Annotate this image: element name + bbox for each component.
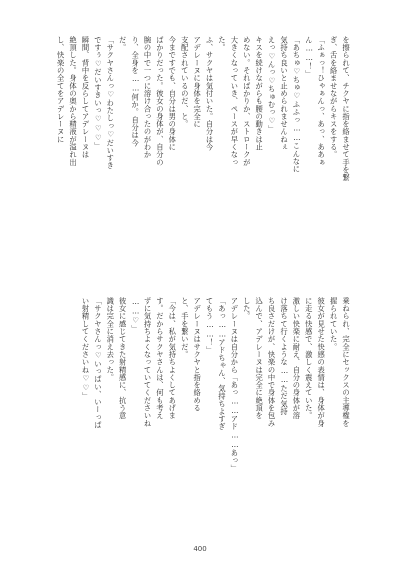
page-number: 400 bbox=[193, 545, 207, 553]
lower-text-block: 乗ねられ、完全にセックスの主導権を 握られていた。 彼女が見せた快感の表情は、身体が身 に走る快感で、激しく震えていた。 激しい快楽に耐え、自分の身体が溶 け落ちて行くような……ただ気持 ち良さだけが、快楽の中で身体を包み 込んで、アデレーヌは完全に絶頂を した。 アデレーヌは自分から「あっ……アド……あっ」 「あっ……アドちゃん、気持ちよすぎ てもう……！」 アデレーヌはサクヤと指を絡める と、手を繋いだ。 「今は、私が気持ちよくしてあげま す。だからサクヤさんは、何も考え ずに気持ちよくなっていてくださいね ……♡」 彼女に感じてきた射精感に、抗う意 識は完全に消え去った。 「サクヤさんっ♡いっぱい、いーっぱ い射精してくださいね♡♡」 bbox=[81, 297, 351, 473]
upper-text-block: を擦られて、チクヤに指を絡ませて手を繋 ぎ、舌を絡ませながらキスをする。 「ふぁっ！ひゃぁんっ、あっ、ああぁ ん……！」 「あちゅ♡ちゅ♡ふふっ……こんなに 気持ち良いと止められませんねぇ えっ♡んっ♡ちゅむっ♡」 キスを続けながらも腰の動きは止 めない。そればかりか、ストロークが 大きくなっていき、ペースが早くなっ た。 ふ、サクヤは気付いた。自分は今 アデレーヌに身体を完全に 支配されているのだ、と。 今まですでも、自分は男の身体に ばかりだった。彼女の身体が、自分の 腕の中で一つに溶け合ったのがわか り、全身を……何か。自分は今 だ。 「サクヤさんっ♡わたしっ♡だいすき ですぅ♡だいすきいっ♡♡♡」 瞬間、背中を反らしてアデレーヌは 絶頂した。身体の奥から精液が溢れ出 し、快楽の全てをアデレーヌに bbox=[56, 36, 351, 182]
